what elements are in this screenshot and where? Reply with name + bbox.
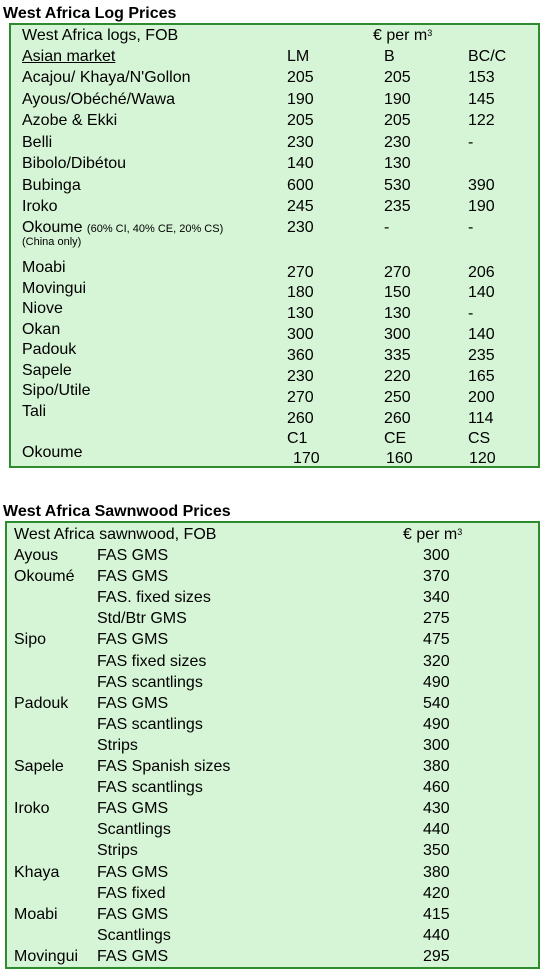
log-row-name: Okan [22,320,61,338]
log-row-bcc: - [468,305,474,322]
sawnwood-species: Ayous [14,547,59,564]
okoume-lm: 230 [287,219,314,236]
log-row-name: Sipo/Utile [22,382,91,399]
log-row-lm: 230 [287,133,314,151]
sawnwood-price: 380 [423,758,450,775]
log-row-b: 260 [384,410,411,427]
grade-header-c1: C1 [287,430,308,447]
okoume-b: - [384,219,390,236]
log-row-name: Ayous/Obéché/Wawa [22,90,175,108]
log-row-b: 335 [384,347,411,364]
log-row-b: 250 [384,389,411,406]
sawnwood-grade: FAS scantlings [97,715,203,733]
log-row-lm: 260 [287,410,314,427]
log-row-bcc: 200 [468,389,495,406]
log-row-bcc: 145 [468,90,495,108]
log-row-lm: 300 [287,326,314,343]
sawnwood-species: Sapele [14,758,64,775]
okoume-cs: 120 [469,450,496,467]
log-row-name: Sapele [22,361,72,379]
log-row-name: Movingui [22,279,87,297]
log-row-lm: 245 [287,198,314,215]
sawnwood-species: Iroko [14,800,50,818]
log-row-bcc: 190 [468,198,495,215]
sawnwood-species: Sipo [14,631,47,649]
log-currency-label: € per $m^3$ [373,27,433,44]
sawnwood-grade: Strips [97,736,138,754]
log-row-lm: 205 [287,69,314,86]
log-row-bcc: 140 [468,284,495,301]
sawnwood-species: Movingui [14,947,79,965]
log-row-b: 300 [384,326,411,343]
sawnwood-species: Moabi [14,905,58,923]
log-row-bcc: 140 [468,326,495,343]
col-header-bcc: BC/C [468,48,507,65]
sawnwood-grade: FAS GMS [97,694,169,712]
log-row-b: 130 [384,155,411,172]
sawnwood-price: 460 [423,779,450,797]
sawnwood-price: 350 [423,842,450,860]
log-prices-title: West Africa Log Prices [3,5,177,22]
log-row-bcc: 153 [468,69,495,86]
log-row-name: Iroko [22,198,58,215]
sawnwood-price: 340 [423,589,450,607]
sawnwood-grade: Strips [97,842,138,860]
log-row-lm: 205 [287,112,314,129]
sawnwood-price: 320 [423,652,450,670]
log-row-name: Bibolo/Dibétou [22,155,127,172]
sawnwood-price: 300 [423,547,450,564]
log-row-b: 190 [384,90,411,108]
okoume-grade-name: Okoume [22,444,83,461]
sawnwood-grade: FAS scantlings [97,779,203,797]
log-row-name: Moabi [22,259,66,276]
sawnwood-price: 440 [423,821,450,839]
sawnwood-price: 275 [423,610,450,628]
log-row-b: 205 [384,112,411,129]
sawnwood-price: 370 [423,568,450,586]
col-header-lm: LM [287,48,310,65]
asian-market-label: Asian market [22,48,116,65]
sawnwood-price: 300 [423,736,450,754]
log-row-bcc: 390 [468,176,495,194]
sawnwood-grade: FAS GMS [97,947,169,965]
sawnwood-price: 490 [423,673,450,691]
log-row-bcc: 114 [468,410,494,427]
log-row-name: Tali [22,402,47,420]
sawnwood-grade: Scantlings [97,821,171,839]
sawnwood-price: 490 [423,715,450,733]
log-row-bcc: 165 [468,368,495,385]
sawnwood-prices-table [5,521,540,969]
log-row-bcc: - [468,133,474,151]
sawnwood-grade: FAS GMS [97,631,169,649]
log-row-b: 220 [384,368,411,385]
sawnwood-price: 475 [423,631,450,649]
log-row-lm: 360 [287,347,314,364]
log-row-lm: 600 [287,176,314,194]
log-row-name: Niove [22,300,63,317]
okoume-bcc: - [468,219,474,236]
sawnwood-grade: FAS Spanish sizes [97,758,231,775]
sawnwood-price: 295 [423,947,450,965]
sawnwood-table-header: West Africa sawnwood, FOB [14,526,217,543]
grade-header-cs: CS [468,430,491,447]
log-row-b: 230 [384,133,411,151]
sawnwood-species: Okoumé [14,568,75,586]
sawnwood-grade: FAS GMS [97,905,169,923]
sawnwood-price: 380 [423,863,450,881]
log-prices-table [9,23,540,468]
log-row-bcc: 235 [468,347,495,364]
sawnwood-price: 540 [423,694,450,712]
log-row-b: 270 [384,264,411,281]
log-row-name: Azobe & Ekki [22,112,118,129]
sawnwood-grade: FAS fixed sizes [97,652,207,670]
okoume-c1: 170 [293,450,320,467]
log-row-lm: 230 [287,368,314,385]
sawnwood-price: 420 [423,884,450,902]
grade-header-ce: CE [384,430,407,447]
col-header-b: B [384,48,395,65]
sawnwood-prices-title: West Africa Sawnwood Prices [3,503,231,520]
sawnwood-price: 430 [423,800,450,818]
log-row-b: 235 [384,198,411,215]
sawnwood-grade: FAS GMS [97,800,169,818]
sawnwood-price: 440 [423,926,450,944]
sawnwood-currency-label: € per $m^3$ [403,526,463,543]
log-row-bcc: 206 [468,264,495,281]
log-row-name: Belli [22,133,53,151]
sawnwood-grade: FAS GMS [97,863,169,881]
log-row-b: 130 [384,305,411,322]
sawnwood-grade: FAS GMS [97,568,169,586]
sawnwood-grade: Scantlings [97,926,171,944]
log-table-header: West Africa logs, FOB [22,27,179,44]
log-row-lm: 270 [287,389,314,406]
sawnwood-grade: FAS. fixed sizes [97,589,211,607]
log-row-b: 150 [384,284,411,301]
sawnwood-grade: Std/Btr GMS [97,610,187,628]
sawnwood-grade: FAS GMS [97,547,169,564]
sawnwood-grade: FAS fixed [97,884,166,902]
log-row-name: Acajou/ Khaya/N'Gollon [22,69,191,86]
okoume-china-note: (China only) [22,236,82,248]
log-row-name: Padouk [22,341,77,358]
log-row-b: 530 [384,176,411,194]
sawnwood-species: Padouk [14,694,69,712]
log-row-lm: 180 [287,284,314,301]
log-row-lm: 190 [287,90,314,108]
sawnwood-species: Khaya [14,863,60,881]
log-row-b: 205 [384,69,411,86]
log-row-bcc: 122 [468,112,495,129]
log-row-lm: 270 [287,264,314,281]
log-row-okoume: Okoume (60% CI, 40% CE, 20% CS) [22,219,224,236]
log-row-name: Bubinga [22,176,81,194]
sawnwood-grade: FAS scantlings [97,673,203,691]
sawnwood-price: 415 [423,905,450,923]
log-row-lm: 130 [287,305,314,322]
okoume-ce: 160 [386,450,413,467]
log-row-lm: 140 [287,155,314,172]
